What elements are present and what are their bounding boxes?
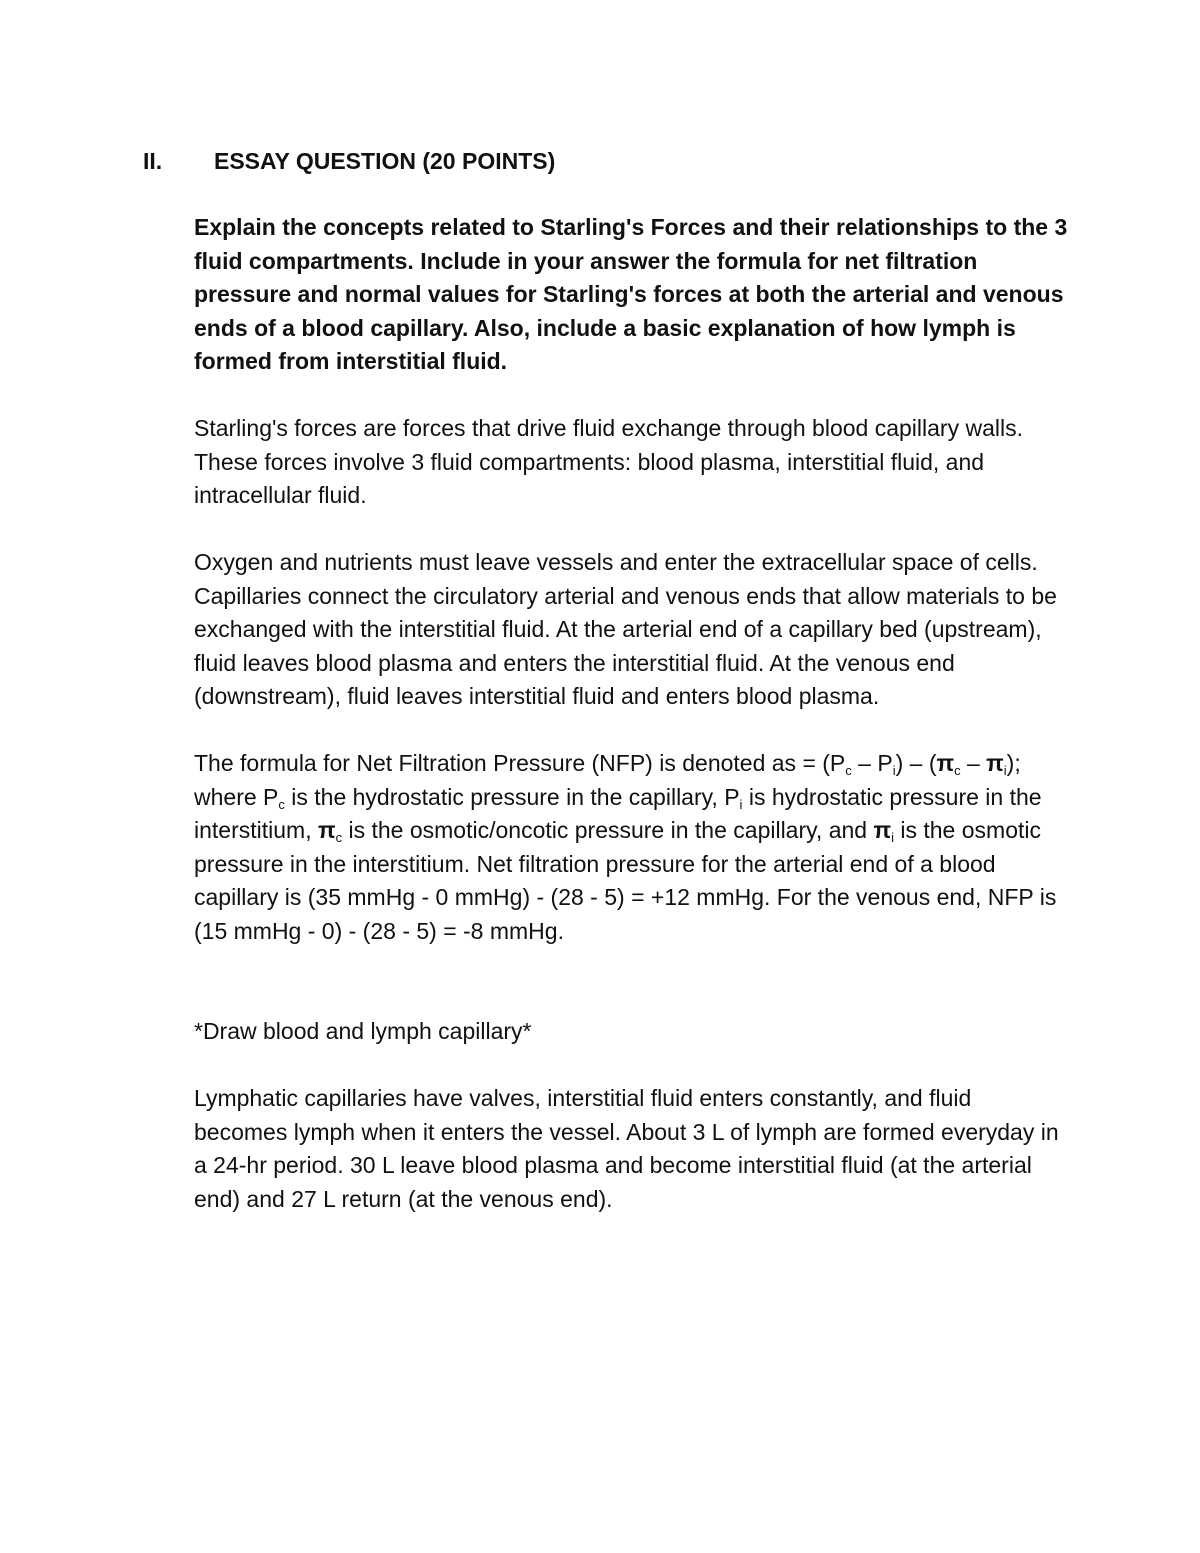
section-title: ESSAY QUESTION (20 POINTS) [214, 148, 556, 174]
section-number: II. [143, 148, 163, 174]
pi-symbol: π [936, 750, 955, 776]
pi-symbol: π [873, 817, 892, 843]
answer-paragraph-formula: The formula for Net Filtration Pressure (NFP) is denoted as = $(P_c - P_i) - (\pi_c - \pi_i)$; where $P_c$ is the hydrostatic pressure in the capillary, $P_i$ is hydrostatic pressure in the interstitium, $\pi_c$ is the osmotic/oncotic pressure in the capillary, and $\pi_i$ is the osmotic pressure in the interstitium. Net filtration pressure for the arterial end of a blood capillary is (35 mmHg - 0 mmHg) - (28 - 5) = +12 mmHg. For the venous end, NFP is (15 mmHg - 0) - (28 - 5) = -8 mmHg. [194, 750, 1057, 944]
pi-symbol: π [986, 750, 1004, 776]
answer-paragraph-exchange: Oxygen and nutrients must leave vessels and enter the extracellular space of cells. Capillaries connect the circulatory arterial and venous ends that allow materials to be exchanged with the interstitial fluid. At the arterial end of a capillary bed (upstream), fluid leaves blood plasma and enters the interstitial fluid. At the venous end (downstream), fluid leaves interstitial fluid and enters blood plasma. [194, 549, 1057, 709]
answer-paragraph-compartments: Starling's forces are forces that drive fluid exchange through blood capillary walls. These forces involve 3 fluid compartments: blood plasma, interstitial fluid, and intracellular fluid. [194, 415, 1023, 508]
answer-paragraph-lymph: Lymphatic capillaries have valves, interstitial fluid enters constantly, and fluid becomes lymph when it enters the vessel. About 3 L of lymph are formed everyday in a 24-hr period. 30 L leave blood plasma and become interstitial fluid (at the arterial end) and 27 L return (at the venous end). [194, 1085, 1059, 1212]
essay-question: Explain the concepts related to Starling's Forces and their relationships to the 3 fluid compartments. Include in your answer the formula for net filtration pressure and normal values for Starling's forces at both the arterial and venous ends of a blood capillary. Also, include a basic explanation of how lymph is formed from interstitial fluid. [194, 214, 1068, 374]
essay-content [194, 211, 1069, 1250]
drawing-note: *Draw blood and lymph capillary* [194, 1018, 532, 1044]
pi-symbol: π [317, 817, 336, 843]
section-heading [143, 145, 555, 178]
